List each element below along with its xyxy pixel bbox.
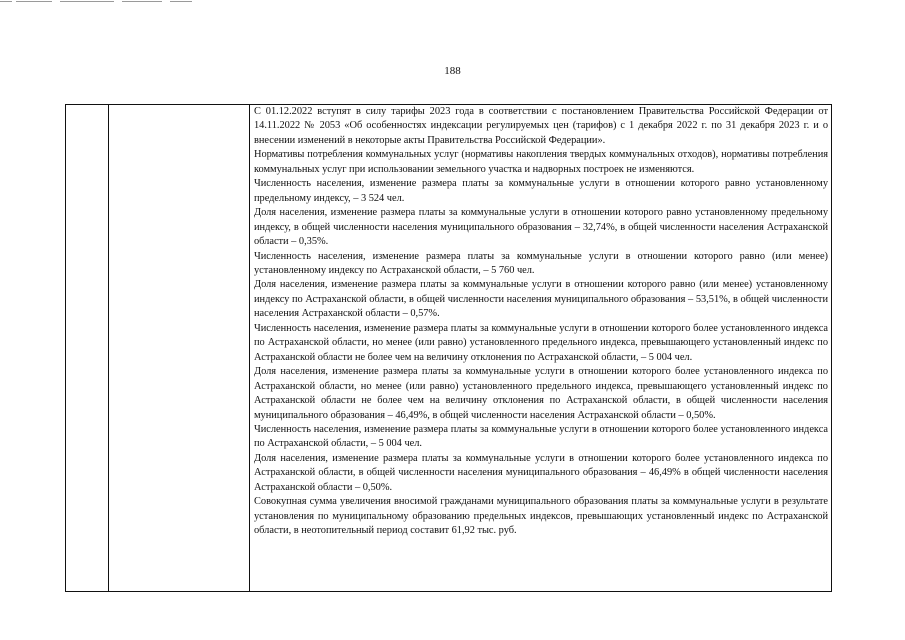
paragraph-share-above-regional: Доля населения, изменение размера платы за коммунальные услуги в отношении которого более установленного индекса по Астраханской области, в общей численности населения муниципального образования – 46,49% в общей численности населения Астраханской области – 0,50%.: [254, 452, 828, 493]
paragraph-share-equal-limit: Доля населения, изменение размера платы за коммунальные услуги в отношении которого равно установленному предельному индексу, в общей численности населения муниципального образования – 32,74%, в общей численности населения Астраханской области – 0,35%.: [254, 207, 828, 248]
paragraph-total-increase: Совокупная сумма увеличения вносимой гражданами муниципального образования платы за коммунальные услуги в результате установления по муниципальному образованию предельных индексов, превышающих установленный индекс по Астраханской области, в неотопительный период составит 61,92 тыс. руб.: [254, 496, 828, 537]
scan-mark: [16, 1, 52, 2]
top-scan-marks: [0, 0, 230, 6]
paragraph-consumption-norms: Нормативы потребления коммунальных услуг (нормативы накопления твердых коммунальных отходов), нормативы потребления коммунальных услуг при использовании земельного участка и надворных построек не изменяются.: [254, 149, 828, 175]
table-column-number: [66, 105, 109, 591]
table-column-text: [250, 105, 831, 591]
scan-mark: [170, 1, 192, 2]
paragraph-share-equal-regional: Доля населения, изменение размера платы за коммунальные услуги в отношении которого равно (или менее) установленному индексу по Астраханской области, в общей численности населения муниципального образования – 53,51%, в общей численности населения Астраханской области – 0,57%.: [254, 279, 828, 320]
paragraph-tariffs-2023: С 01.12.2022 вступят в силу тарифы 2023 года в соответствии с постановлением Правительства Российской Федерации от 14.11.2022 № 2053 «Об особенностях индексации регулируемых цен (тарифов) с 1 декабря 2022 г. по 31 декабря 2023 г. и о внесении изменений в некоторые акты Правительства Российской Федерации».: [254, 106, 828, 146]
paragraph-share-above-regional-within-deviation: Доля населения, изменение размера платы за коммунальные услуги в отношении которого более установленного индекса по Астраханской области, но менее (или равно) установленного предельного индекса, превышающего установленный индекс по Астраханской области не более чем на величину отклонения по Астраханской области, в общей численности населения муниципального образования – 46,49%, в общей численности населения Астраханской области – 0,50%.: [254, 366, 828, 421]
table-column-name: [109, 105, 250, 591]
page-number: 188: [444, 65, 461, 77]
scan-mark: [122, 1, 162, 2]
document-table: [65, 104, 832, 592]
scan-mark: [0, 1, 12, 2]
paragraph-population-equal-regional: Численность населения, изменение размера платы за коммунальные услуги в отношении которого равно (или менее) установленному индексу по Астраханской области, – 5 760 чел.: [254, 250, 828, 276]
scan-mark: [60, 1, 114, 2]
paragraph-population-above-regional-within-deviation: Численность населения, изменение размера платы за коммунальные услуги в отношении которого более установленного индекса по Астраханской области, но менее (или равно) установленного предельного индекса, превышающего установленный индекс по Астраханской области не более чем на величину отклонения по Астраханской области, – 5 004 чел.: [254, 322, 828, 363]
paragraph-population-above-regional: Численность населения, изменение размера платы за коммунальные услуги в отношении которого более установленного индекса по Астраханской области, – 5 004 чел.: [254, 423, 828, 450]
paragraph-population-equal-limit: Численность населения, изменение размера платы за коммунальные услуги в отношении которого равно установленному предельному индексу, – 3 524 чел.: [254, 178, 828, 204]
